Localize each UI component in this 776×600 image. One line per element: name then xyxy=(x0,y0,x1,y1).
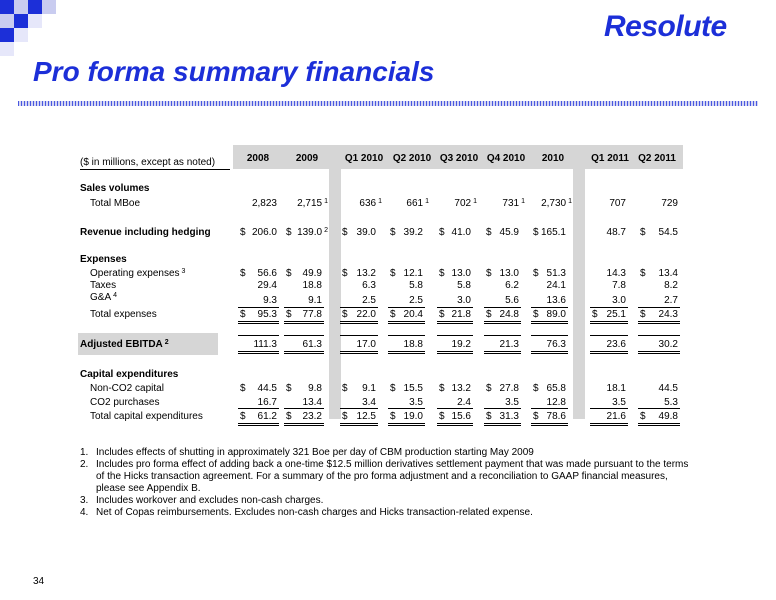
cell-taxes: 6.2 xyxy=(505,280,519,291)
capex-subtotal-rule xyxy=(437,408,473,409)
cell-ga: 5.6 xyxy=(505,295,519,306)
cell-taxes: 5.8 xyxy=(457,280,471,291)
cell-co2: 16.7 xyxy=(257,397,277,408)
capex-subtotal-rule xyxy=(388,408,425,409)
dollar-sign: $ xyxy=(286,383,292,394)
cell-adj_ebitda: 30.2 xyxy=(658,339,678,350)
cell-taxes: 24.1 xyxy=(546,280,566,291)
cell-ga: 3.0 xyxy=(457,295,471,306)
dollar-sign: $ xyxy=(342,268,348,279)
capex-double-rule xyxy=(437,423,473,426)
cell-non_co2: 18.1 xyxy=(606,383,626,394)
cell-ga: 3.0 xyxy=(612,295,626,306)
cell-revenue: 54.5 xyxy=(658,227,678,238)
cell-total_expenses: 22.0 xyxy=(356,309,376,320)
cell-operating: 13.4 xyxy=(658,268,678,279)
dollar-sign: $ xyxy=(640,268,646,279)
cell-co2: 3.5 xyxy=(409,397,423,408)
total-double-rule xyxy=(437,321,473,324)
label-adjusted-ebitda: Adjusted EBITDA $^2$ xyxy=(80,339,169,350)
footnote-text: please see Appendix B. xyxy=(96,483,201,494)
dollar-sign: $ xyxy=(640,309,646,320)
dollar-sign: $ xyxy=(439,383,445,394)
subtotal-rule xyxy=(531,307,568,308)
cell-ga: 13.6 xyxy=(546,295,566,306)
subtotal-rule xyxy=(340,307,378,308)
capex-double-rule xyxy=(238,423,279,426)
cell-total_expenses: 25.1 xyxy=(606,309,626,320)
ebitda-double-rule xyxy=(484,351,521,354)
dollar-sign: $ xyxy=(533,227,539,238)
cell-revenue: 206.0 xyxy=(251,227,277,238)
footnote-number: 4. xyxy=(80,507,89,518)
label-capital-expenditures: Capital expenditures xyxy=(80,369,179,380)
dollar-sign: $ xyxy=(342,309,348,320)
capex-double-rule xyxy=(590,423,628,426)
cell-total_capex: 19.0 xyxy=(403,411,423,422)
ebitda-top-rule xyxy=(238,335,279,336)
column-header: Q2 2011 xyxy=(638,153,676,164)
label-non-co2-capital: Non-CO2 capital xyxy=(90,383,164,394)
dollar-sign: $ xyxy=(439,227,445,238)
cell-revenue: 41.0 xyxy=(451,227,471,238)
cell-operating: 51.3 xyxy=(546,268,566,279)
cell-co2: 3.5 xyxy=(505,397,519,408)
capex-subtotal-rule xyxy=(340,408,378,409)
dollar-sign: $ xyxy=(342,383,348,394)
column-header: 2010 xyxy=(541,153,565,164)
footnote-text: Net of Copas reimbursements. Excludes non-cash charges and Hicks transaction-related expense. xyxy=(96,507,533,518)
total-double-rule xyxy=(388,321,425,324)
cell-co2: 13.4 xyxy=(302,397,322,408)
cell-total_expenses: 89.0 xyxy=(546,309,566,320)
dollar-sign: $ xyxy=(286,411,292,422)
cell-adj_ebitda: 17.0 xyxy=(356,339,376,350)
capex-double-rule xyxy=(484,423,521,426)
subtotal-rule xyxy=(590,307,628,308)
cell-ga: 9.1 xyxy=(308,295,322,306)
page-title: Pro forma summary financials xyxy=(33,56,435,87)
cell-adj_ebitda: 23.6 xyxy=(606,339,626,350)
footnote-number: 2. xyxy=(80,459,89,470)
ebitda-double-rule xyxy=(531,351,568,354)
ebitda-top-rule xyxy=(388,335,425,336)
label-total-capex: Total capital expenditures xyxy=(90,411,203,422)
label-operating-expenses: Operating expenses $^3$ xyxy=(90,268,186,279)
cell-taxes: 8.2 xyxy=(664,280,678,291)
dollar-sign: $ xyxy=(390,383,396,394)
dollar-sign: $ xyxy=(533,309,539,320)
dollar-sign: $ xyxy=(486,268,492,279)
capex-subtotal-rule xyxy=(590,408,628,409)
dollar-sign: $ xyxy=(640,411,646,422)
ebitda-double-rule xyxy=(437,351,473,354)
label-total-mboe: Total MBoe xyxy=(90,198,141,209)
subtotal-rule xyxy=(437,307,473,308)
capex-double-rule xyxy=(638,423,680,426)
capex-subtotal-rule xyxy=(531,408,568,409)
ebitda-top-rule xyxy=(484,335,521,336)
cell-operating: 56.6 xyxy=(257,268,277,279)
cell-total_mboe: 636 $^1$ xyxy=(359,198,382,209)
ebitda-double-rule xyxy=(590,351,628,354)
cell-taxes: 29.4 xyxy=(257,280,277,291)
dollar-sign: $ xyxy=(286,309,292,320)
units-note-underline xyxy=(80,169,230,170)
cell-operating: 12.1 xyxy=(403,268,423,279)
footnote-number: 3. xyxy=(80,495,89,506)
cell-revenue: 39.0 xyxy=(356,227,376,238)
ebitda-double-rule xyxy=(388,351,425,354)
cell-non_co2: 27.8 xyxy=(499,383,519,394)
cell-total_mboe: 2,730 $^1$ xyxy=(541,198,572,209)
cell-total_capex: 21.6 xyxy=(606,411,626,422)
capex-subtotal-rule xyxy=(238,408,279,409)
cell-co2: 3.5 xyxy=(612,397,626,408)
dollar-sign: $ xyxy=(533,411,539,422)
cell-adj_ebitda: 21.3 xyxy=(499,339,519,350)
cell-total_expenses: 24.8 xyxy=(499,309,519,320)
dollar-sign: $ xyxy=(240,268,246,279)
cell-total_capex: 49.8 xyxy=(658,411,678,422)
dollar-sign: $ xyxy=(390,411,396,422)
dollar-sign: $ xyxy=(240,411,246,422)
total-double-rule xyxy=(340,321,378,324)
column-header: Q4 2010 xyxy=(486,153,526,164)
cell-operating: 13.0 xyxy=(451,268,471,279)
cell-revenue: 48.7 xyxy=(606,227,626,238)
cell-adj_ebitda: 76.3 xyxy=(546,339,566,350)
cell-total_capex: 61.2 xyxy=(257,411,277,422)
cell-co2: 5.3 xyxy=(664,397,678,408)
cell-non_co2: 44.5 xyxy=(257,383,277,394)
cell-ga: 2.7 xyxy=(664,295,678,306)
column-header: 2008 xyxy=(246,153,270,164)
cell-total_capex: 31.3 xyxy=(499,411,519,422)
cell-total_mboe: 2,715 $^1$ xyxy=(297,198,328,209)
column-header: Q2 2010 xyxy=(392,153,432,164)
cell-revenue: 139.0 $^2$ xyxy=(297,227,328,238)
cell-total_mboe: 729 xyxy=(661,198,678,209)
ebitda-double-rule xyxy=(340,351,378,354)
cell-ga: 9.3 xyxy=(263,295,277,306)
ebitda-top-rule xyxy=(437,335,473,336)
capex-double-rule xyxy=(340,423,378,426)
dollar-sign: $ xyxy=(240,309,246,320)
subtotal-rule xyxy=(388,307,425,308)
cell-total_expenses: 20.4 xyxy=(403,309,423,320)
total-double-rule xyxy=(638,321,680,324)
dollar-sign: $ xyxy=(439,309,445,320)
cell-operating: 14.3 xyxy=(606,268,626,279)
company-logo: Resolute xyxy=(604,10,727,43)
dollar-sign: $ xyxy=(286,227,292,238)
cell-total_capex: 23.2 xyxy=(302,411,322,422)
dollar-sign: $ xyxy=(592,309,598,320)
ebitda-double-rule xyxy=(638,351,680,354)
cell-total_expenses: 21.8 xyxy=(451,309,471,320)
dollar-sign: $ xyxy=(439,268,445,279)
cell-revenue: 45.9 xyxy=(499,227,519,238)
dollar-sign: $ xyxy=(390,309,396,320)
footnote-text: Includes pro forma effect of adding back a one-time $12.5 million derivatives settlement payment that was made pursuant to the terms xyxy=(96,459,689,470)
total-double-rule xyxy=(590,321,628,324)
cell-taxes: 18.8 xyxy=(302,280,322,291)
label-revenue: Revenue including hedging xyxy=(80,227,211,238)
dollar-sign: $ xyxy=(390,227,396,238)
cell-ga: 2.5 xyxy=(409,295,423,306)
total-double-rule xyxy=(531,321,568,324)
dollar-sign: $ xyxy=(640,227,646,238)
subtotal-rule xyxy=(238,307,279,308)
cell-total_capex: 78.6 xyxy=(546,411,566,422)
cell-total_expenses: 95.3 xyxy=(257,309,277,320)
column-header: 2009 xyxy=(295,153,319,164)
cell-total_mboe: 707 xyxy=(609,198,626,209)
ebitda-double-rule xyxy=(284,351,324,354)
dollar-sign: $ xyxy=(486,383,492,394)
cell-non_co2: 15.5 xyxy=(403,383,423,394)
dollar-sign: $ xyxy=(342,411,348,422)
label-ga: G&A $^4$ xyxy=(90,292,118,303)
footnote-number: 1. xyxy=(80,447,89,458)
units-note: ($ in millions, except as noted) xyxy=(80,157,216,168)
dollar-sign: $ xyxy=(240,383,246,394)
page-number: 34 xyxy=(33,576,45,587)
column-header: Q1 2011 xyxy=(591,153,629,164)
subtotal-rule xyxy=(638,307,680,308)
dollar-sign: $ xyxy=(486,309,492,320)
footnote-text: of the Hicks transaction agreement. For a summary of the pro forma adjustment and a reconciliation to GAAP financial measures, xyxy=(96,471,668,482)
cell-co2: 3.4 xyxy=(362,397,376,408)
dollar-sign: $ xyxy=(533,268,539,279)
total-double-rule xyxy=(484,321,521,324)
cell-total_mboe: 2,823 xyxy=(251,198,277,209)
cell-adj_ebitda: 19.2 xyxy=(451,339,471,350)
column-header: Q3 2010 xyxy=(439,153,479,164)
cell-co2: 12.8 xyxy=(546,397,566,408)
cell-non_co2: 9.8 xyxy=(308,383,322,394)
footnote-text: Includes effects of shutting in approximately 321 Boe per day of CBM production starting May 2009 xyxy=(96,447,534,458)
capex-subtotal-rule xyxy=(284,408,324,409)
cell-total_mboe: 661 $^1$ xyxy=(406,198,429,209)
ebitda-top-rule xyxy=(284,335,324,336)
cell-total_capex: 15.6 xyxy=(451,411,471,422)
column-header: Q1 2010 xyxy=(344,153,384,164)
label-co2-purchases: CO2 purchases xyxy=(90,397,160,408)
cell-ga: 2.5 xyxy=(362,295,376,306)
cell-revenue: 165.1 xyxy=(540,227,566,238)
dollar-sign: $ xyxy=(390,268,396,279)
cell-non_co2: 13.2 xyxy=(451,383,471,394)
cell-revenue: 39.2 xyxy=(403,227,423,238)
total-double-rule xyxy=(238,321,279,324)
cell-taxes: 5.8 xyxy=(409,280,423,291)
ebitda-top-rule xyxy=(340,335,378,336)
capex-double-rule xyxy=(531,423,568,426)
capex-double-rule xyxy=(388,423,425,426)
label-expenses: Expenses xyxy=(80,254,127,265)
cell-adj_ebitda: 61.3 xyxy=(302,339,322,350)
cell-total_expenses: 77.8 xyxy=(302,309,322,320)
cell-co2: 2.4 xyxy=(457,397,471,408)
capex-double-rule xyxy=(284,423,324,426)
ebitda-top-rule xyxy=(638,335,680,336)
cell-adj_ebitda: 111.3 xyxy=(253,339,277,350)
ebitda-top-rule xyxy=(531,335,568,336)
subtotal-rule xyxy=(284,307,324,308)
ebitda-top-rule xyxy=(590,335,628,336)
cell-total_expenses: 24.3 xyxy=(658,309,678,320)
footnote-text: Includes workover and excludes non-cash charges. xyxy=(96,495,324,506)
label-total-expenses: Total expenses xyxy=(90,309,157,320)
cell-operating: 13.0 xyxy=(499,268,519,279)
cell-non_co2: 9.1 xyxy=(362,383,376,394)
cell-non_co2: 44.5 xyxy=(658,383,678,394)
cell-total_mboe: 731 $^1$ xyxy=(502,198,525,209)
dollar-sign: $ xyxy=(486,411,492,422)
dollar-sign: $ xyxy=(240,227,246,238)
dollar-sign: $ xyxy=(342,227,348,238)
capex-subtotal-rule xyxy=(484,408,521,409)
cell-adj_ebitda: 18.8 xyxy=(403,339,423,350)
cell-total_capex: 12.5 xyxy=(356,411,376,422)
subtotal-rule xyxy=(484,307,521,308)
label-sales-volumes: Sales volumes xyxy=(80,183,150,194)
cell-taxes: 7.8 xyxy=(612,280,626,291)
cell-total_mboe: 702 $^1$ xyxy=(454,198,477,209)
label-taxes: Taxes xyxy=(90,280,117,291)
cell-operating: 49.9 xyxy=(302,268,322,279)
dollar-sign: $ xyxy=(533,383,539,394)
ebitda-double-rule xyxy=(238,351,279,354)
dollar-sign: $ xyxy=(439,411,445,422)
dollar-sign: $ xyxy=(286,268,292,279)
cell-taxes: 6.3 xyxy=(362,280,376,291)
dollar-sign: $ xyxy=(486,227,492,238)
total-double-rule xyxy=(284,321,324,324)
cell-operating: 13.2 xyxy=(356,268,376,279)
cell-non_co2: 65.8 xyxy=(546,383,566,394)
capex-subtotal-rule xyxy=(638,408,680,409)
